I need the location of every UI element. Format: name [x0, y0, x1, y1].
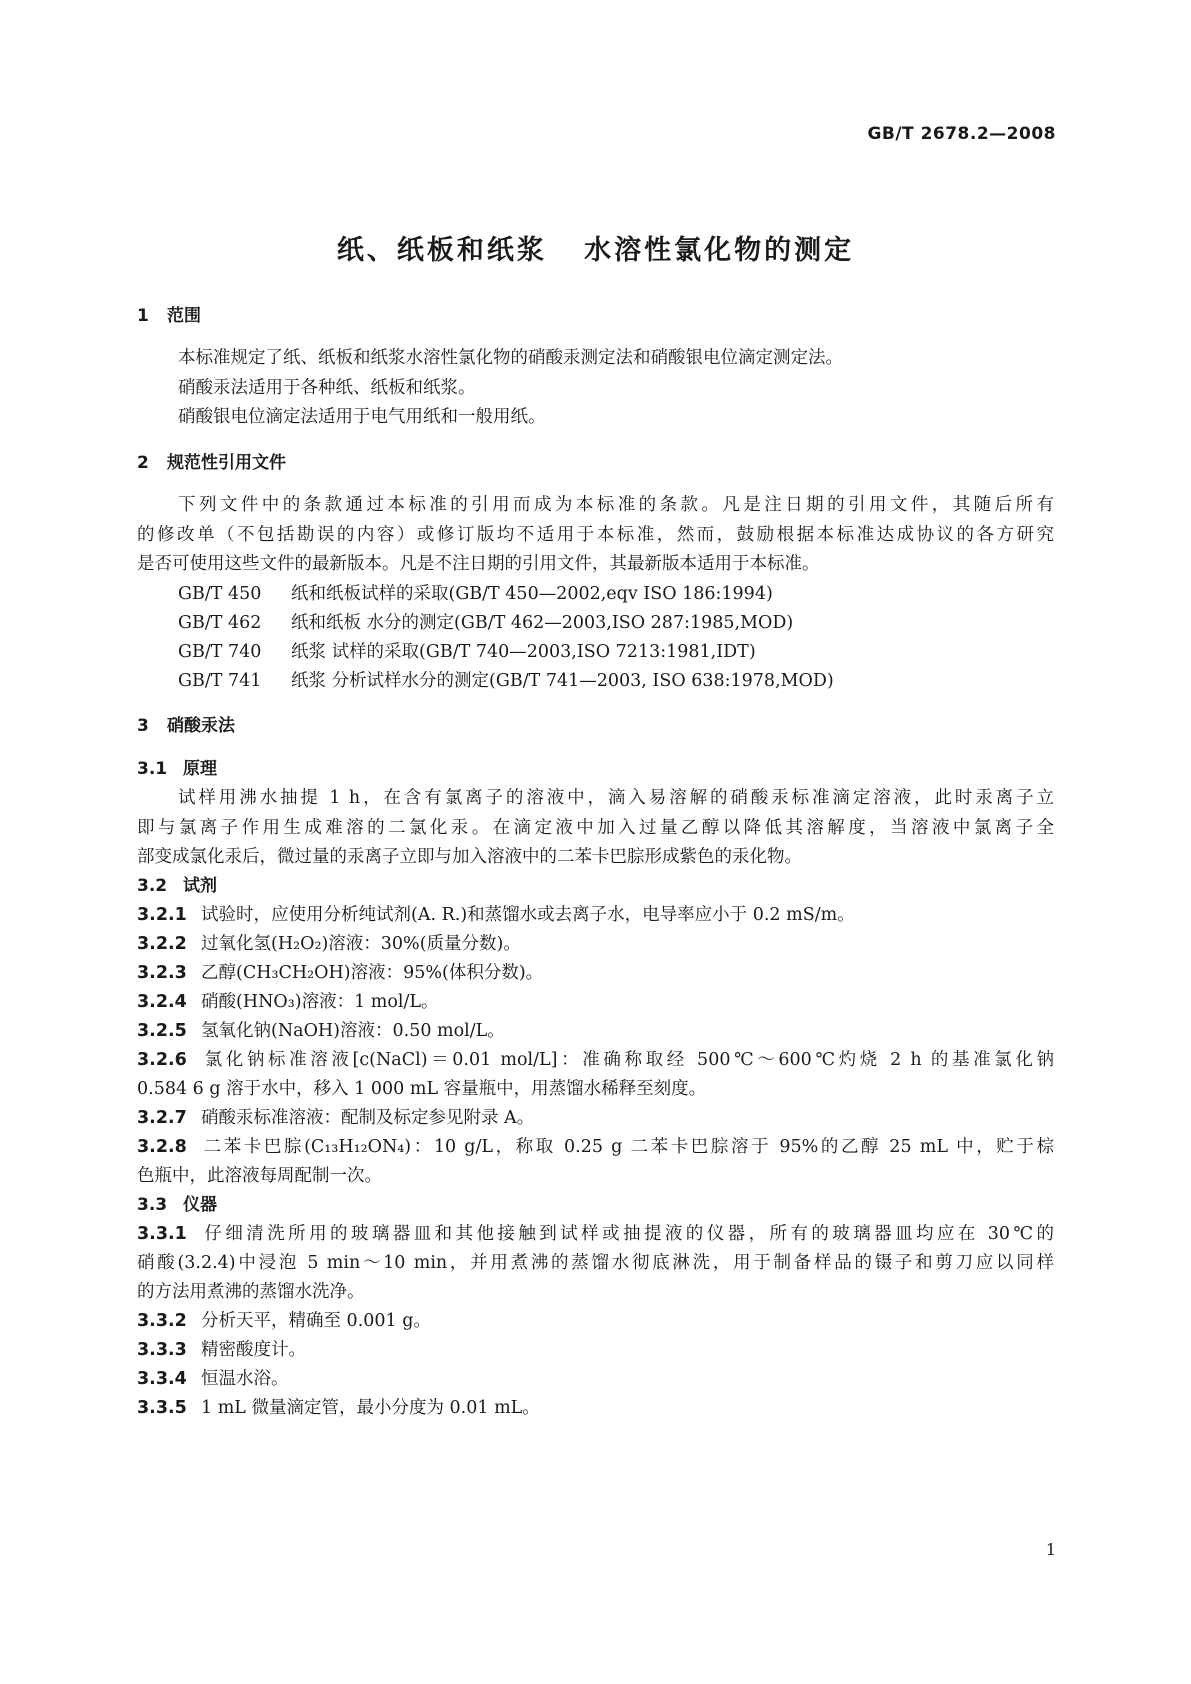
reagent-item: 3.2.7 硝酸汞标准溶液：配制及标定参见附录 A。: [137, 1108, 535, 1128]
section-3-1-heading: 3.1 原理: [137, 759, 217, 779]
section-3-2-heading: 3.2 试剂: [137, 876, 217, 896]
paragraph-line: 是否可使用这些文件的最新版本。凡是不注日期的引用文件，其最新版本适用于本标准。: [137, 554, 820, 574]
apparatus-item: 3.3.4 恒温水浴。: [137, 1369, 289, 1389]
reference-item: GB/T 740 纸浆 试样的采取(GB/T 740—2003,ISO 7213:1981,IDT): [178, 642, 756, 662]
document-title: 纸、纸板和纸浆 水溶性氯化物的测定: [336, 235, 855, 266]
page-number: 1: [1045, 1540, 1056, 1559]
paragraph-line: 试样用沸水抽提 1 h，在含有氯离子的溶液中，滴入易溶解的硝酸汞标准滴定溶液，此时汞离子立: [178, 788, 1054, 808]
apparatus-item: 3.3.5 1 mL 微量滴定管，最小分度为 0.01 mL。: [137, 1398, 540, 1418]
reference-item: GB/T 462 纸和纸板 水分的测定(GB/T 462—2003,ISO 287:1985,MOD): [178, 613, 794, 633]
paragraph-line: 色瓶中，此溶液每周配制一次。: [137, 1166, 382, 1186]
paragraph-line: 硝酸(3.2.4)中浸泡 5 min～10 min，并用煮沸的蒸馏水彻底淋洗，用于制备样品的镊子和剪刀应以同样: [137, 1253, 1054, 1273]
paragraph-line: 下列文件中的条款通过本标准的引用而成为本标准的条款。凡是注日期的引用文件，其随后所有: [178, 495, 1054, 515]
paragraph-line: 即与氯离子作用生成难溶的二氯化汞。在滴定液中加入过量乙醇以降低其溶解度，当溶液中氯离子全: [137, 818, 1054, 838]
paragraph-line: 的修改单（不包括勘误的内容）或修订版均不适用于本标准，然而，鼓励根据本标准达成协议的各方研究: [137, 525, 1054, 545]
apparatus-item: 3.3.1 仔细清洗所用的玻璃器皿和其他接触到试样或抽提液的仪器，所有的玻璃器皿均应在 30℃的: [137, 1224, 1054, 1244]
reference-item: GB/T 741 纸浆 分析试样水分的测定(GB/T 741—2003, ISO 638:1978,MOD): [178, 671, 834, 691]
reagent-item: 3.2.2 过氧化氢(H₂O₂)溶液：30%(质量分数)。: [137, 934, 521, 954]
paragraph-line: 本标准规定了纸、纸板和纸浆水溶性氯化物的硝酸汞测定法和硝酸银电位滴定测定法。: [178, 348, 843, 368]
paragraph-line: 0.584 6 g 溶于水中，移入 1 000 mL 容量瓶中，用蒸馏水稀释至刻度。: [137, 1079, 707, 1099]
section-1-heading: 1 范围: [137, 306, 201, 326]
reference-item: GB/T 450 纸和纸板试样的采取(GB/T 450—2002,eqv ISO 186:1994): [178, 584, 773, 604]
paragraph-line: 部变成氯化汞后，微过量的汞离子立即与加入溶液中的二苯卡巴腙形成紫色的汞化物。: [137, 847, 802, 867]
reagent-item: 3.2.5 氢氧化钠(NaOH)溶液：0.50 mol/L。: [137, 1021, 505, 1041]
section-2-heading: 2 规范性引用文件: [137, 453, 286, 473]
paragraph-line: 硝酸银电位滴定法适用于电气用纸和一般用纸。: [178, 407, 546, 427]
apparatus-item: 3.3.2 分析天平，精确至 0.001 g。: [137, 1311, 431, 1331]
reagent-item: 3.2.1 试验时，应使用分析纯试剂(A. R.)和蒸馏水或去离子水，电导率应小于 0.2 mS/m。: [137, 905, 855, 925]
reagent-item: 3.2.6 氯化钠标准溶液[c(NaCl)＝0.01 mol/L]：准确称取经 500℃～600℃灼烧 2 h 的基准氯化钠: [137, 1050, 1054, 1070]
reagent-item: 3.2.8 二苯卡巴腙(C₁₃H₁₂ON₄)：10 g/L，称取 0.25 g 二苯卡巴腙溶于 95%的乙醇 25 mL 中，贮于棕: [137, 1137, 1054, 1157]
reagent-item: 3.2.3 乙醇(CH₃CH₂OH)溶液：95%(体积分数)。: [137, 963, 544, 983]
standard-code: GB/T 2678.2—2008: [867, 124, 1056, 144]
apparatus-item: 3.3.3 精密酸度计。: [137, 1340, 306, 1360]
paragraph-line: 硝酸汞法适用于各种纸、纸板和纸浆。: [178, 378, 476, 398]
section-3-3-heading: 3.3 仪器: [137, 1195, 217, 1215]
section-3-heading: 3 硝酸汞法: [137, 716, 235, 736]
reagent-item: 3.2.4 硝酸(HNO₃)溶液：1 mol/L。: [137, 992, 439, 1012]
paragraph-line: 的方法用煮沸的蒸馏水洗净。: [137, 1282, 365, 1302]
